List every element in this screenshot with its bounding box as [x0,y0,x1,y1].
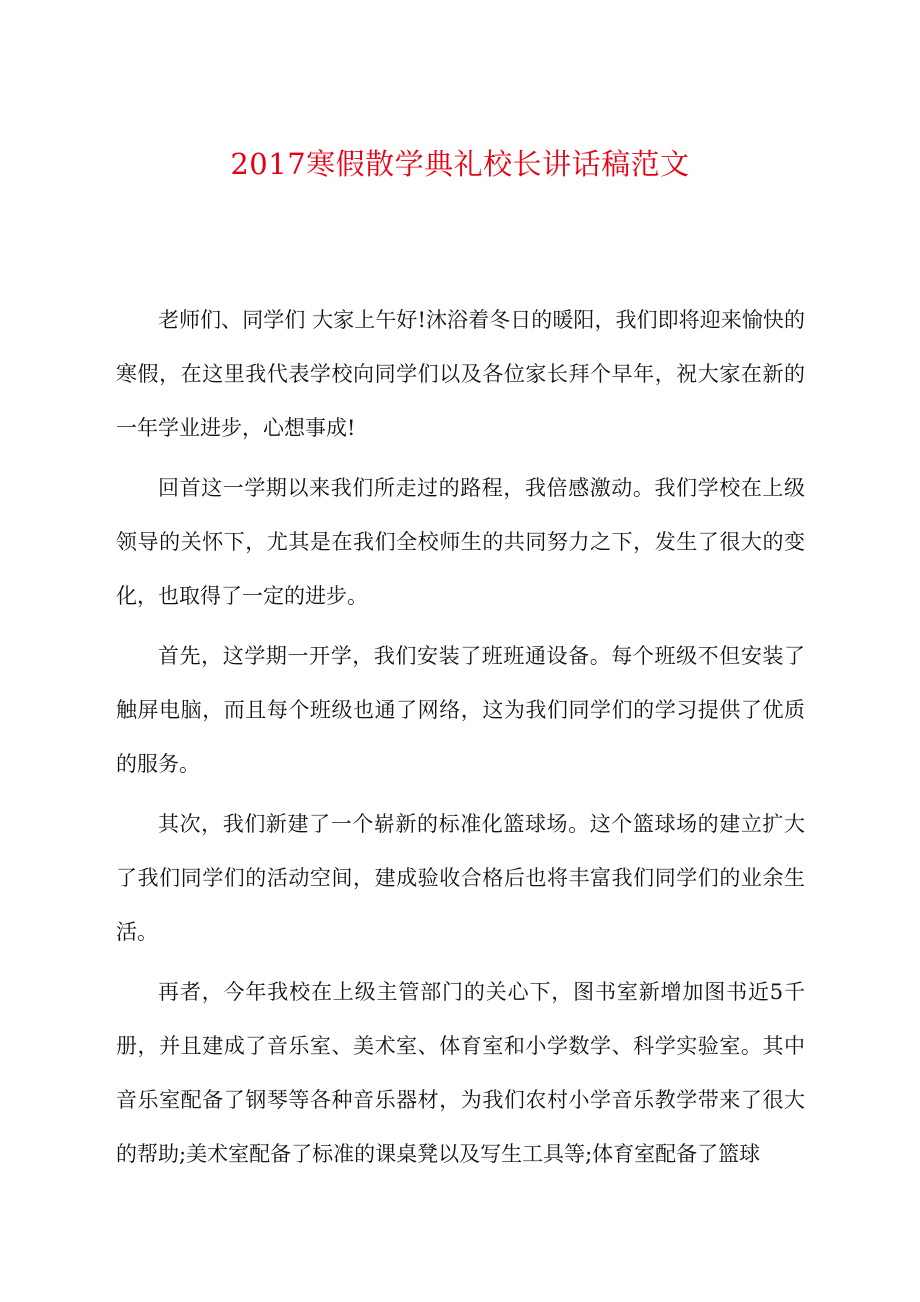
paragraph-greeting: 老师们、同学们 大家上午好!沐浴着冬日的暖阳，我们即将迎来愉快的寒假，在这里我代表学校向同学们以及各位家长拜个早年，祝大家在新的一年学业进步，心想事成! [116,308,805,440]
paragraph-third-achievement: 再者，今年我校在上级主管部门的关心下，图书室新增加图书近5千册，并且建成了音乐室、美术室、体育室和小学数学、科学实验室。其中音乐室配备了钢琴等各种音乐器材，为我们农村小学音乐教学带来了很大的帮助;美术室配备了标准的课桌凳以及写生工具等;体育室配备了篮球 [116,980,805,1166]
paragraph-review: 回首这一学期以来我们所走过的路程，我倍感激动。我们学校在上级领导的关怀下，尤其是在我们全校师生的共同努力之下，发生了很大的变化，也取得了一定的进步。 [116,476,805,608]
paragraph-first-achievement: 首先，这学期一开学，我们安装了班班通设备。每个班级不但安装了触屏电脑，而且每个班级也通了网络，这为我们同学们的学习提供了优质的服务。 [116,644,805,776]
document-title: 2017寒假散学典礼校长讲话稿范文 [230,147,690,181]
document-body [116,293,805,1181]
paragraph-second-achievement: 其次，我们新建了一个崭新的标准化篮球场。这个篮球场的建立扩大了我们同学们的活动空间，建成验收合格后也将丰富我们同学们的业余生活。 [116,812,805,944]
